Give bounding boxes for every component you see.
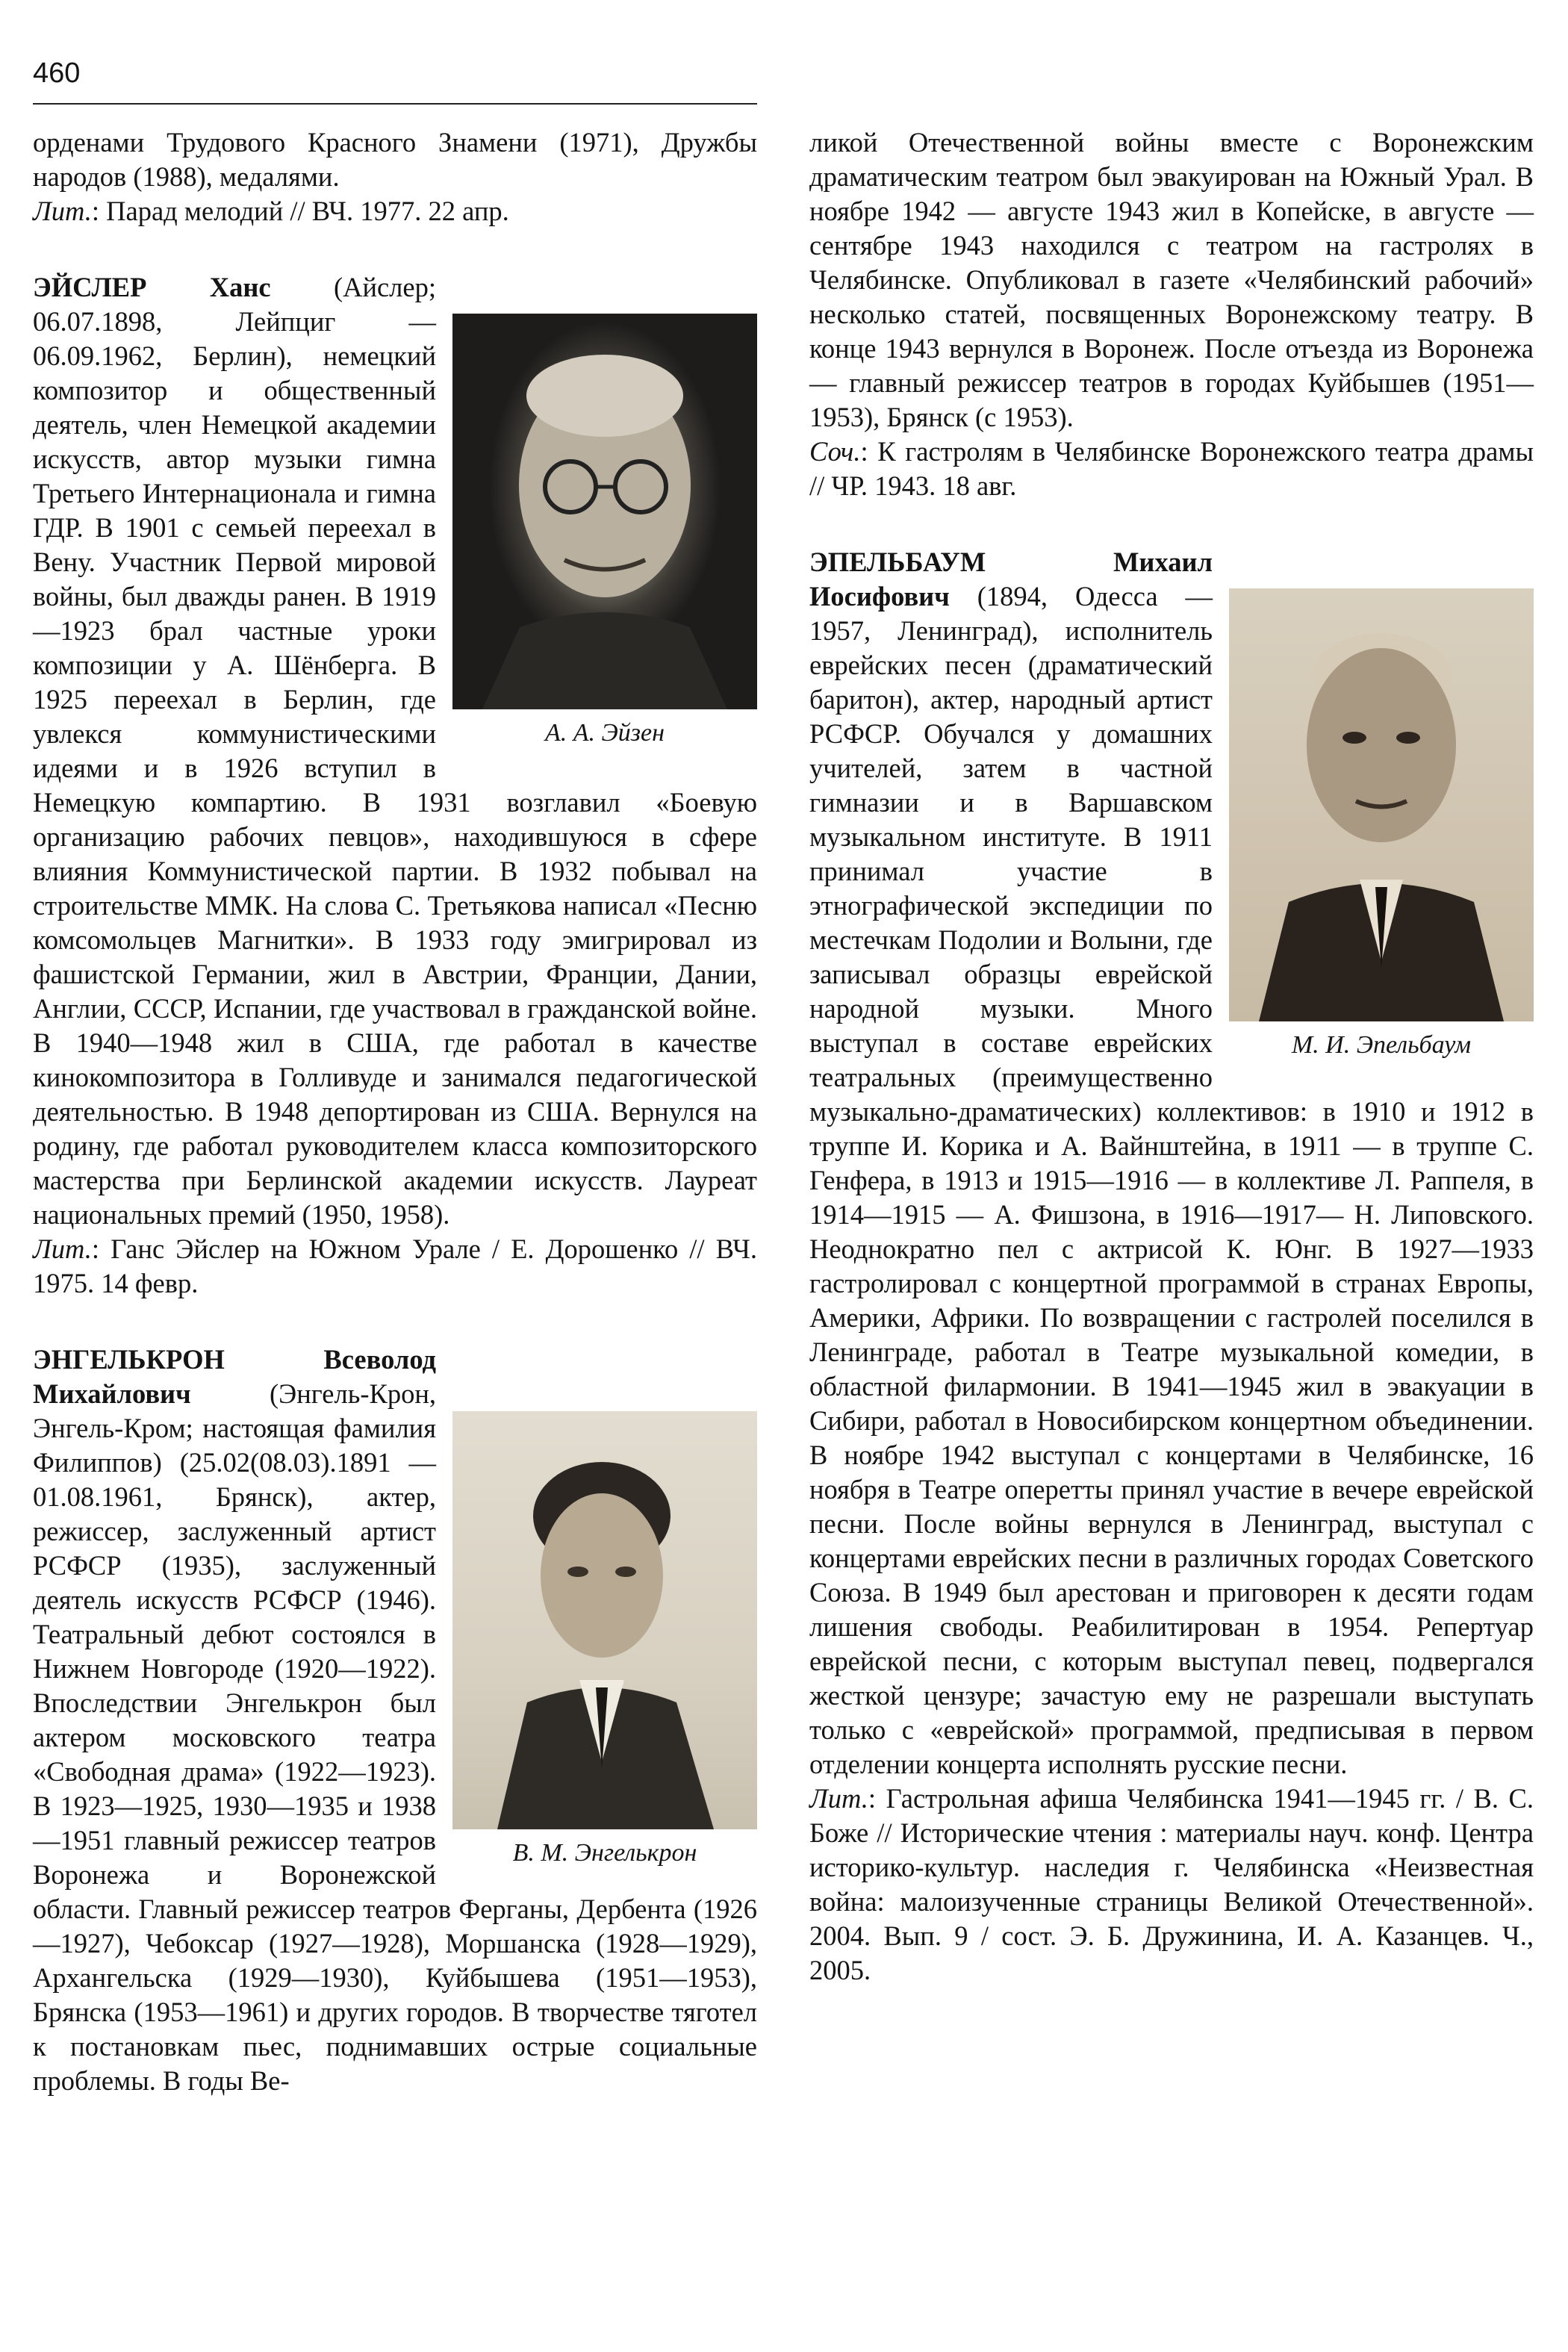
- entry-gap: [33, 1301, 757, 1343]
- lit-label: Лит.: [33, 1233, 92, 1264]
- eisler-literature: [33, 1232, 757, 1301]
- soch-label: Соч.: [809, 436, 861, 467]
- portrait-image: [452, 314, 757, 709]
- entry-eisler: [33, 270, 757, 1301]
- header-rule: [33, 103, 757, 105]
- intro-text: орденами Трудового Красного Знамени (1971), Дружбы народов (1988), медалями.: [33, 127, 757, 192]
- page-number: 460: [33, 57, 81, 89]
- entry-heading: ЭЙСЛЕР Ханс: [33, 272, 271, 302]
- entry-heading: ЭПЕЛЬБАУМ Михаил Иосифович: [809, 547, 1213, 612]
- entry-heading: ЭНГЕЛЬКРОН Всеволод Михайлович: [33, 1344, 436, 1409]
- left-column: [33, 125, 757, 2098]
- photo-epelbaum: [1229, 588, 1534, 1062]
- lit-label: Лит.: [809, 1783, 868, 1814]
- photo-caption: В. М. Энгелькрон: [512, 1839, 697, 1867]
- photo-caption: А. А. Эйзен: [544, 719, 665, 747]
- entry-gap: [809, 503, 1534, 545]
- right-column: [809, 125, 1534, 1988]
- entry-body: (Айслер; 06.07.1898, Лейпциг — 06.09.1962, Берлин), немецкий композитор и общественный деятель, член Немецкой академии искусств, автор музыки гимна Третьего Интернационала и гимна ГДР. В 1901 с семьей переехал в Вену. Участник Первой мировой войны, был дважды ранен. В 1919—1923 брал частные уроки композиции у А. Шёнберга. В 1925 переехал в Берлин, где увлекся коммунистическими идеями и в 1926 вступил в Немецкую компартию. В 1931 возглавил «Боевую организацию рабочих певцов», находившуюся в сфере влияния Коммунистической партии. В 1932 побывал на строительстве ММК. На слова С. Третьякова написал «Песню комсомольцев Магнитки». В 1933 году эмигрировал из фашистской Германии, жил в Австрии, Франции, Дании, Англии, СССР, Испании, где участвовал в гражданской войне. В 1940—1948 жил в США, где работал в качестве кинокомпозитора в Голливуде и занимался педагогической деятельностью. В 1948 депортирован из США. Вернулся на родину, где работал руководителем класса композиторского мастерства при Берлинской академии искусств. Лауреат национальных премий (1950, 1958).: [33, 272, 757, 1230]
- lit-text: : Ганс Эйслер на Южном Урале / Е. Дорошенко // ВЧ. 1975. 14 февр.: [33, 1233, 757, 1298]
- lit-text: : Гастрольная афиша Челябинска 1941—1945 гг. / В. С. Боже // Исторические чтения : материалы науч. конф. Центра историко-культур. наследия г. Челябинска «Неизвестная война: малоизученные страницы Великой Отечественной». 2004. Вып. 9 / сост. Э. Б. Дружинина, И. А. Казанцев. Ч., 2005.: [809, 1783, 1534, 1985]
- soch-text: : К гастролям в Челябинске Воронежского театра драмы // ЧР. 1943. 18 авг.: [809, 436, 1534, 501]
- entry-engelkron: [33, 1343, 757, 2098]
- intro-literature: [33, 194, 757, 228]
- entry-body: (1894, Одесса — 1957, Ленинград), исполнитель еврейских песен (драматический баритон), актер, народный артист РСФСР. Обучался у домашних учителей, затем в частной гимназии и в Варшавском музыкальном институте. В 1911 принимал участие в этнографической экспедиции по местечкам Подолии и Волыни, где записывал образцы еврейской народной музыки. Много выступал в составе еврейских театральных (преимущественно музыкально-драматических) коллективов: в 1910 и 1912 в труппе И. Корика и А. Вайнштейна, в 1911 — в труппе С. Генфера, в 1913 и 1915—1916 — в коллективе Л. Раппеля, в 1914—1915 — А. Фишзона, в 1916—1917— Н. Липовского. Неоднократно пел с актрисой К. Юнг. В 1927—1933 гастролировал с концертной программой в странах Европы, Америки, Африки. По возвращении с гастролей поселился в Ленинграде, работал в Театре музыкальной комедии, в областной филармонии. В 1941—1945 жил в эвакуации в Сибири, работал в Новосибирском концертном объединении. В ноябре 1942 выступал с концертами в Челябинске, 16 ноября в Театре оперетты принял участие в вечере еврейской песни. После войны вернулся в Ленинград, выступал с концертами еврейских песни в различных городах Советского Союза. В 1949 был арестован и приговорен к десяти годам лишения свободы. Реабилитирован в 1954. Репертуар еврейской песни, с которым выступал певец, подвергался жесткой цензуре; зачастую ему не разрешали выступать только с «еврейской» программой, предписывая в первом отделении концерта исполнять русские песни.: [809, 581, 1534, 1779]
- entry-epelbaum: [809, 545, 1534, 1988]
- lit-label: Лит.: [33, 196, 92, 226]
- lit-text: : Парад мелодий // ВЧ. 1977. 22 апр.: [91, 196, 509, 226]
- photo-eisler: [452, 314, 757, 750]
- engelkron-works: [809, 435, 1534, 503]
- entry-gap: [33, 228, 757, 270]
- photo-caption: М. И. Эпельбаум: [1291, 1031, 1472, 1059]
- portrait-image: [452, 1411, 757, 1829]
- portrait-image: [1229, 588, 1534, 1021]
- epelbaum-literature: [809, 1782, 1534, 1988]
- photo-engelkron: [452, 1411, 757, 1870]
- entry-body: (Энгель-Крон, Энгель-Кром; настоящая фамилия Филиппов) (25.02(08.03).1891 — 01.08.1961, Брянск), актер, режиссер, заслуженный артист РСФСР (1935), заслуженный деятель искусств РСФСР (1946). Театральный дебют состоялся в Нижнем Новгороде (1920—1922). Впоследствии Энгелькрон был актером московского театра «Свободная драма» (1922—1923). В 1923—1925, 1930—1935 и 1938—1951 главный режиссер театров Воронежа и Воронежской области. Главный режиссер театров Ферганы, Дербента (1926—1927), Чебоксар (1927—1928), Моршанска (1928—1929), Архангельска (1929—1930), Куйбышева (1951—1953), Брянска (1953—1961) и других городов. В творчестве тяготел к постановкам пьес, поднимавших острые социальные проблемы. В годы Ве-: [33, 1378, 757, 2096]
- engelkron-continued: ликой Отечественной войны вместе с Воронежским драматическим театром был эвакуирован на Южный Урал. В ноябре 1942 — августе 1943 жил в Копейске, в августе — сентябре 1943 находился с театром на гастролях в Челябинске. Опубликовал в газете «Челябинский рабочий» несколько статей, посвященных Воронежскому театру. В конце 1943 вернулся в Воронеж. После отъезда из Воронежа — главный режиссер театров в городах Куйбышев (1951—1953), Брянск (с 1953).: [809, 127, 1534, 432]
